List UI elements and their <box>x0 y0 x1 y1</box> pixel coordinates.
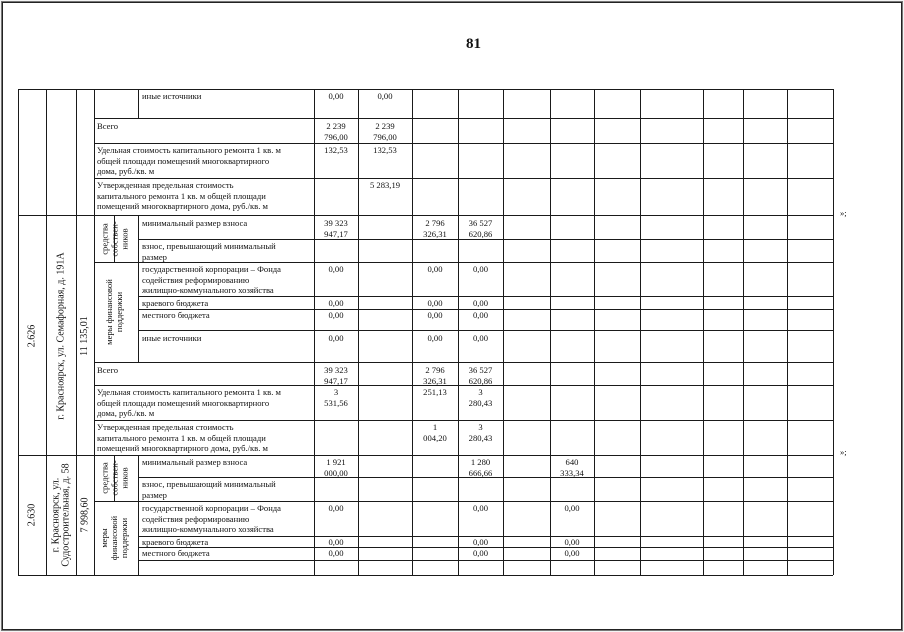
row-label: местного бюджета <box>142 548 210 558</box>
table-rule <box>18 89 19 575</box>
page-number: 81 <box>466 36 481 52</box>
own-funds-group-label: средства собствен- ников <box>99 221 130 257</box>
row-label: взнос, превышающий минимальный размер <box>142 241 276 262</box>
object-address: г. Красноярск, ул. Семафорная, д. 191А <box>55 252 67 420</box>
cell-value: 0,00 <box>564 503 580 513</box>
row-label: Удельная стоимость капитального ремонта 1 кв. м общей площади помещений многоквартирного дома, руб./кв. м <box>97 387 281 419</box>
cell-value: 0,00 <box>472 298 489 308</box>
cell-value: 0,00 <box>472 548 489 558</box>
cell-value: 0,00 <box>472 537 489 547</box>
cell-value: 1 921 000,00 <box>324 457 348 478</box>
table-rule <box>138 296 833 297</box>
cell-value: 36 527 620,86 <box>468 218 493 239</box>
row-label: Удельная стоимость капитального ремонта 1 кв. м общей площади помещений многоквартирного дома, руб./кв. м <box>97 145 281 177</box>
cell-value: 0,00 <box>472 264 489 274</box>
table-rule <box>94 501 833 502</box>
cell-value: 2 796 326,31 <box>423 365 447 386</box>
cell-value: 0,00 <box>328 537 344 547</box>
table-rule <box>94 420 833 421</box>
support-group-label: меры финансовой поддержки <box>103 279 124 345</box>
cell-value: 0,00 <box>328 333 344 343</box>
table-rule <box>833 89 834 575</box>
cell-value: 640 333,34 <box>560 457 584 478</box>
cell-value: 0,00 <box>377 91 393 101</box>
cell-value: 0,00 <box>472 310 489 320</box>
cell-value: 0,00 <box>328 298 344 308</box>
cell-value: 0,00 <box>328 264 344 274</box>
block-separator <box>18 215 833 216</box>
table-rule <box>76 89 77 575</box>
row-label: Утвержденная предельная стоимость капитального ремонта 1 кв. м общей площади помещений многоквартирного дома, руб./кв. м <box>97 422 268 454</box>
cell-value: 1 004,20 <box>423 422 447 443</box>
row-label: государственной корпорации – Фонда содействия реформированию жилищно-коммунального хозяйства <box>142 264 281 296</box>
cell-value: 132,53 <box>324 145 348 155</box>
cell-value: 39 323 947,17 <box>324 365 348 386</box>
object-address: г. Красноярск, ул. Судостроительная, д. 58 <box>50 463 72 567</box>
support-group-label: меры финансовой поддержки <box>99 515 130 561</box>
table-rule <box>743 89 744 575</box>
cell-value: 0,00 <box>472 503 489 513</box>
table-rule <box>138 215 139 362</box>
row-label: местного бюджета <box>142 310 210 320</box>
cell-value: 0,00 <box>427 310 443 320</box>
block-separator <box>18 455 833 456</box>
cell-value: 0,00 <box>564 548 580 558</box>
cell-value: 2 796 326,31 <box>423 218 447 239</box>
cell-value: 0,00 <box>427 333 443 343</box>
table-top-border <box>18 89 833 90</box>
row-label: краевого бюджета <box>142 537 209 547</box>
cell-value: 5 283,19 <box>369 180 401 190</box>
row-label: минимальный размер взноса <box>142 218 248 228</box>
object-area: 11 135,01 <box>78 316 90 356</box>
row-label: минимальный размер взноса <box>142 457 248 467</box>
table-rule <box>94 178 833 179</box>
cell-value: 0,00 <box>328 503 344 513</box>
close-quote-mark: »; <box>840 447 847 457</box>
object-area: 7 998,60 <box>79 497 90 533</box>
table-rule <box>94 89 95 575</box>
cell-value: 0,00 <box>328 91 344 101</box>
cell-value: 2 239 796,00 <box>373 121 397 142</box>
table-rule <box>138 455 139 575</box>
table-rule <box>138 330 833 331</box>
row-label: иные источники <box>142 91 202 101</box>
cell-value: 0,00 <box>427 264 443 274</box>
cell-value: 0,00 <box>328 548 344 558</box>
cell-value: 251,13 <box>423 387 447 397</box>
cell-value: 39 323 947,17 <box>324 218 348 239</box>
table-rule <box>787 89 788 575</box>
object-number: 2.626 <box>25 324 37 348</box>
table-rule <box>503 89 504 575</box>
cell-value: 2 239 796,00 <box>324 121 348 142</box>
cell-value: 0,00 <box>564 537 580 547</box>
table-rule <box>138 560 833 561</box>
row-label: Всего <box>97 365 119 375</box>
own-funds-group-label: средства собствен- ников <box>99 460 130 496</box>
row-label: Всего <box>97 121 119 131</box>
table-rule <box>94 362 833 363</box>
table-rule <box>94 143 833 144</box>
table-rule <box>94 118 833 119</box>
table-rule <box>358 89 359 575</box>
table-rule <box>594 89 595 575</box>
table-bottom-border <box>18 575 833 576</box>
table-rule <box>412 89 413 575</box>
cell-value: 132,53 <box>373 145 397 155</box>
table-rule <box>640 89 641 575</box>
row-label: государственной корпорации – Фонда содействия реформированию жилищно-коммунального хозяйства <box>142 503 281 535</box>
cell-value: 36 527 620,86 <box>468 365 493 386</box>
cell-value: 0,00 <box>427 298 443 308</box>
table-rule <box>138 89 139 118</box>
object-number: 2.630 <box>25 503 37 527</box>
row-label: взнос, превышающий минимальный размер <box>142 479 276 500</box>
cell-value: 0,00 <box>472 333 489 343</box>
row-label: иные источники <box>142 333 202 343</box>
cell-value: 3 280,43 <box>468 422 493 443</box>
close-quote-mark: »; <box>840 208 847 218</box>
table-rule <box>703 89 704 575</box>
cell-value: 3 280,43 <box>468 387 493 408</box>
cell-value: 3 531,56 <box>324 387 348 408</box>
cell-value: 1 280 666,66 <box>468 457 493 478</box>
table-rule <box>46 89 47 575</box>
cell-value: 0,00 <box>328 310 344 320</box>
row-label: Утвержденная предельная стоимость капитального ремонта 1 кв. м общей площади помещений многоквартирного дома, руб./кв. м <box>97 180 268 212</box>
row-label: краевого бюджета <box>142 298 209 308</box>
